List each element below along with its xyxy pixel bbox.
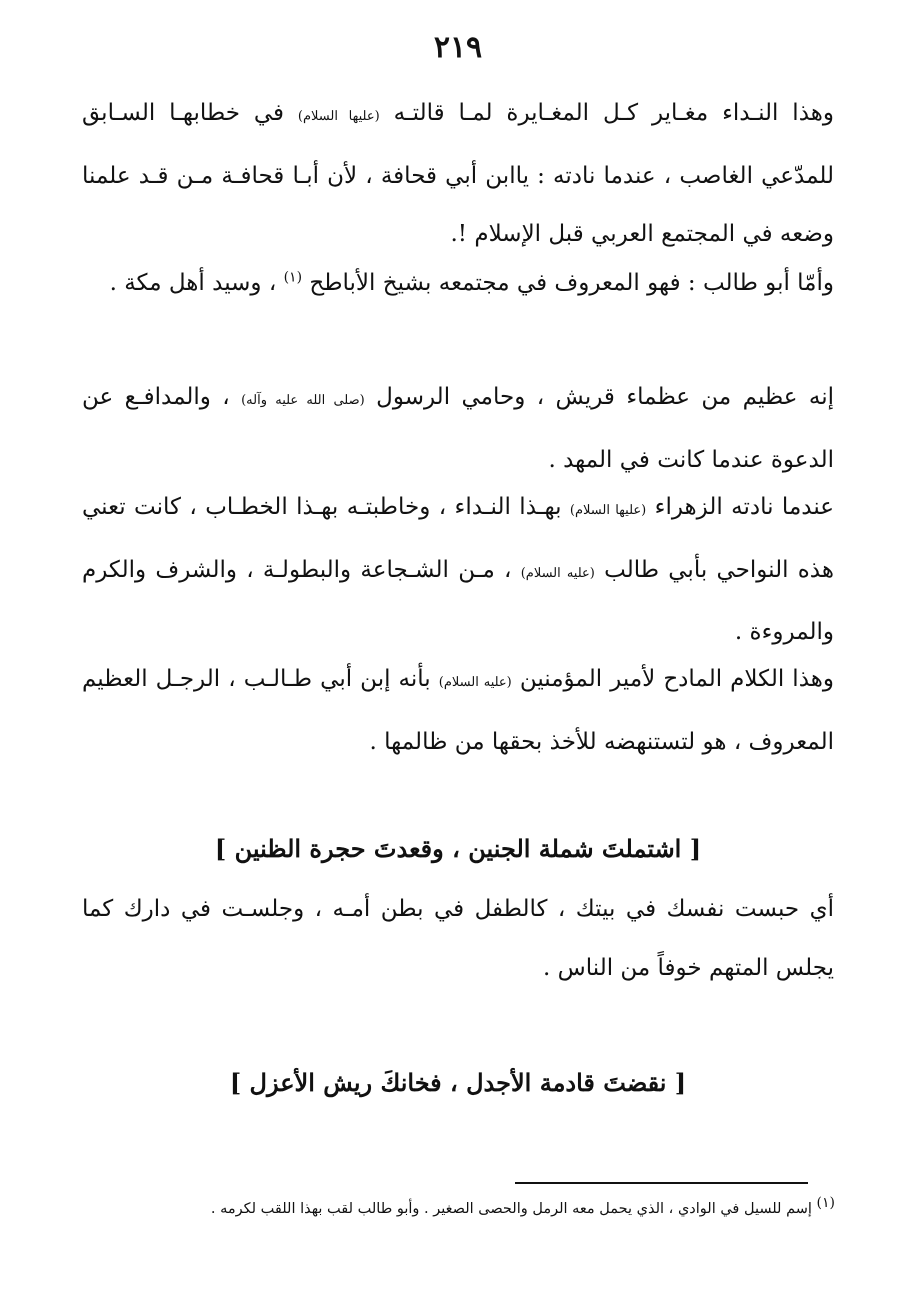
honorific-4: (عليه السلام) [520,565,595,581]
honorific-5: (عليه السلام) [438,675,512,690]
paragraph-4-text-c: ، مـن الشـجاعة والبطولـة ، والشرف والكرم والمروءة . [82,556,834,645]
paragraph-1-text-a: وهذا النـداء مغـاير كـل المغـايرة لمـا قالتـه [393,100,835,126]
paragraph-4 [82,478,834,662]
footnote [140,1195,835,1220]
honorific-1: (عليها السلام) [297,109,380,124]
footnote-text: إسم للسيل في الوادي ، الذي يحمل معه الرمل والحصى الصغير . وأبو طالب لقب بهذا اللقب لكرمه . [210,1201,812,1217]
paragraph-1-text-b: في خطابهـا السـابق للمدّعي الغاصب ، عندما نادته : ياابن أبي قحافة ، لأن أبـا قحافـة مـن قـد علمنا وضعه في المجتمع العربي قبل الإسلام !. [82,100,834,247]
paragraph-6: أي حبست نفسك في بيتك ، كالطفل في بطن أمـه ، وجلسـت في دارك كما يجلس المتهم خوفاً من الناس . [82,896,834,981]
footnote-divider [515,1182,808,1184]
footnote-marker: (١) [816,1195,835,1212]
paragraph-3-text-b: ، والمدافـع عن الدعوة عندما كانت في المهد . [82,384,834,473]
paragraph-3 [82,368,834,489]
paragraph-3-text-a: إنه عظيم من عظماء قريش ، وحامي الرسول [376,384,835,410]
honorific-3: (عليها السلام) [569,503,647,518]
section-heading-2: [ نقضتَ قادمة الأجدل ، فخانكَ ريش الأعزل ] [229,1068,687,1097]
paragraph-5-text-a: وهذا الكلام المادح لأمير المؤمنين [519,666,835,692]
page-number: ٢١٩ [433,30,483,65]
paragraph-5 [82,650,834,771]
paragraph-1 [82,84,834,264]
paragraph-2-text-b: ، وسيد أهل مكة . [109,270,277,296]
section-heading-1: [ اشتملتَ شملة الجنين ، وقعدتَ حجرة الظنين ] [214,834,702,863]
footnote-reference[interactable]: (١) [283,269,303,286]
paragraph-5-text-b: بأنه إبن أبي طـالـب ، الرجـل العظيم المعروف ، هو لتستنهضه للأخذ بحقها من ظالمها . [82,666,834,755]
paragraph-2 [82,254,834,313]
paragraph-4-text-b: بهـذا النـداء ، وخاطبتـه بهـذا الخطـاب ، كانت تعني هذه النواحي بأبي طالب [82,494,834,583]
paragraph-4-text-a: عندما نادته الزهراء [654,494,834,520]
honorific-2: (صلى الله عليه وآله) [241,393,365,408]
paragraph-2-text-a: وأمّا أبو طالب : فهو المعروف في مجتمعه بشيخ الأباطح [309,270,834,296]
